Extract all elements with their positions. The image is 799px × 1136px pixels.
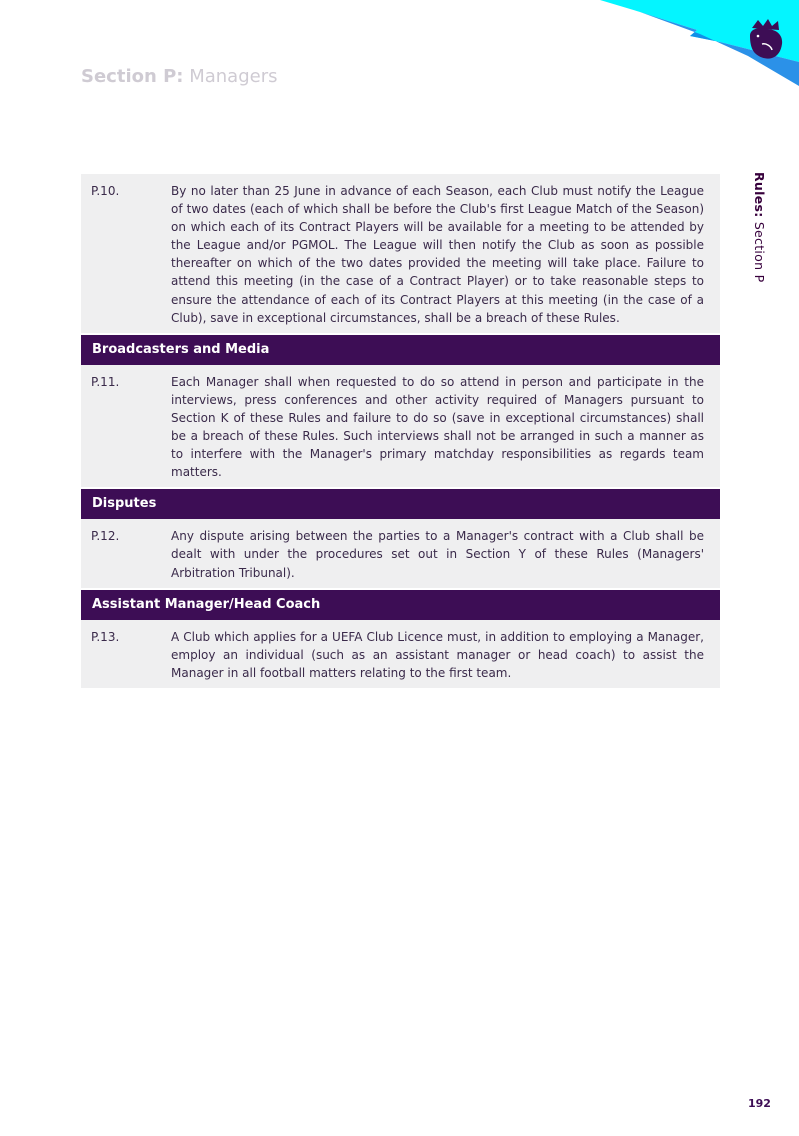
rule-number: P.11. bbox=[91, 374, 120, 389]
rules-table bbox=[81, 174, 720, 688]
rule-p10 bbox=[81, 174, 720, 333]
premier-league-lion-logo-icon bbox=[750, 19, 782, 59]
page-number: 192 bbox=[748, 1097, 771, 1110]
side-label bbox=[752, 172, 767, 282]
rule-text: Each Manager shall when requested to do so attend in person and participate in the interviews, press conferences and other activity required of Managers pursuant to Section K of these Rules and failure to do so (save in exceptional circumstances) shall be a breach of these Rules. Such interviews shall not be arranged in such a manner as to interfere with the Manager's primary matchday responsibilities as regards team matters. bbox=[171, 374, 704, 480]
rule-number: P.12. bbox=[91, 529, 120, 544]
rule-text: Any dispute arising between the parties to a Manager's contract with a Club shall be dealt with under the procedures set out in Section Y of these Rules (Managers' Arbitration Tribunal). bbox=[171, 529, 704, 580]
corner-decoration bbox=[0, 0, 799, 120]
side-label-bold: Rules: bbox=[752, 172, 767, 218]
side-label-rest: Section P bbox=[752, 221, 767, 283]
heading-disputes: Disputes bbox=[81, 489, 720, 519]
rule-p12 bbox=[81, 519, 720, 587]
heading-broadcasters: Broadcasters and Media bbox=[81, 335, 720, 365]
section-name: Managers bbox=[189, 66, 278, 87]
page-title bbox=[81, 66, 277, 87]
rule-p11 bbox=[81, 365, 720, 488]
rule-number: P.13. bbox=[91, 629, 120, 644]
section-prefix: Section P: bbox=[81, 66, 184, 87]
rule-number: P.10. bbox=[91, 184, 120, 198]
rule-text: A Club which applies for a UEFA Club Licence must, in addition to employing a Manager, employ an individual (such as an assistant manager or head coach) to assist the Manager in all football matters relating to the first team. bbox=[171, 629, 704, 680]
heading-assistant-manager: Assistant Manager/Head Coach bbox=[81, 590, 720, 620]
rule-p13 bbox=[81, 620, 720, 688]
rule-text: By no later than 25 June in advance of each Season, each Club must notify the League of two dates (each of which shall be before the Club's first League Match of the Season) on which each of its Contract Players will be available for a meeting to be attended by the League and/or PGMOL. The League will then notify the Club as soon as possible thereafter on which of the two dates provided the meeting will take place. Failure to attend this meeting (in the case of a Contract Player) or to take reasonable steps to ensure the attendance of each of its Contract Players at this meeting (in the case of a Club), save in exceptional circumstances, shall be a breach of these Rules. bbox=[171, 184, 704, 325]
